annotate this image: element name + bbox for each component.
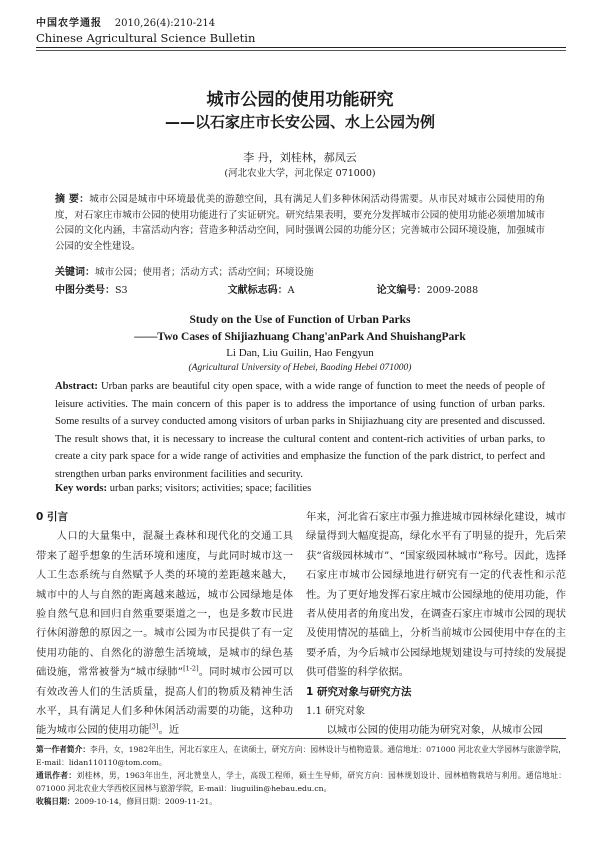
body-right-column <box>306 508 566 741</box>
header-divider <box>36 47 566 48</box>
authors-en: Li Dan, Liu Guilin, Hao Fengyun <box>226 347 374 359</box>
corresponding-author-label: 通讯作者： <box>36 771 77 780</box>
paper-id-value: 2009-2088 <box>426 285 479 296</box>
abstract-en <box>55 378 545 484</box>
section-1-1-heading: 1.1 研究对象 <box>306 706 366 718</box>
footnote-divider <box>36 738 566 739</box>
intro-text: 人口的大量集中，混凝土森林和现代化的交通工具带来了超乎想象的生活环境和速度，与此同时城市这一人工生态系统与自然赋予人类的环境的差距越来越大，城市中的人与自然的距离越来越远，城市公园绿地是体验自然气息和回归自然重要渠道之一，也是多数市民进行休闲游憩的原因之一。城市公园为市民提供了有一定使用功能的、自然化的游憩生活境域，是城市的绿色基础设施，常常被誉为“城市绿肺” <box>36 530 293 679</box>
authors-zh: 李 丹，刘桂林，郝凤云 <box>243 151 357 164</box>
running-header <box>36 14 215 29</box>
paper-title-en: Study on the Use of Function of Urban Parks <box>189 314 411 326</box>
corresponding-author-note <box>36 769 566 795</box>
dates-note <box>36 795 566 808</box>
doc-code-value: A <box>287 285 295 296</box>
intro-text-cont: 。同时城市公园可以有效改善人们的生活质量，提高人们的物质及精神生活水平，具有满足人们多种休闲活动需要的功能，这种功能为城市公园的使用功能 <box>36 666 293 737</box>
keywords-en-text: urban parks; visitors; activities; space; facilities <box>107 483 312 494</box>
keywords-zh <box>55 263 545 278</box>
abstract-zh <box>55 192 545 254</box>
citation-3: [3] <box>149 723 159 732</box>
journal-citation: 2010,26(4):210-214 <box>114 18 216 29</box>
dates-label: 收稿日期： <box>36 797 75 806</box>
affiliation-zh: (河北农业大学，河北保定 071000) <box>224 168 376 179</box>
abstract-zh-text: 城市公园是城市中环境最优美的游憩空间，具有满足人们多种休闲活动得需要。从市民对城市公园使用的角度，对石家庄市城市公园的使用功能进行了实证研究。研究结果表明，要充分发挥城市公园的使用功能必须增加城市公园的文化内涵，丰富活动内容；营造多种活动空间，同时强调公园的功能分区；完善城市公园环境设施，加强城市公园的安全性建设。 <box>55 194 545 252</box>
keywords-zh-text: 城市公园；使用者；活动方式；活动空间；环境设施 <box>95 267 314 278</box>
intro-paragraph <box>36 527 293 740</box>
keywords-en-label: Key words: <box>55 483 108 494</box>
first-author-note <box>36 743 566 769</box>
citation-1-2: [1-2] <box>183 664 199 673</box>
section-0-heading: 0 引言 <box>36 511 68 523</box>
section-1-heading: 1 研究对象与研究方法 <box>306 685 412 698</box>
abstract-en-text: Urban parks are beautiful city open space, with a wide range of function to meet the needs of people of leisure activities. The main concern of this paper is to address the importance of using function of urban parks. Some results of a survey conducted among visitors of urban parks in Shijiazhuang city are presented and discussed. The result shows that, it is necessary to increase the cultural content and content-rich activities of urban parks, to create a city park space for a wide range of activities and emphasize the function of the park district, to perfect and strengthen urban parks environment facilities and security. <box>55 381 545 480</box>
journal-name-zh: 中国农学通报 <box>36 18 102 29</box>
header-divider-thin <box>36 50 566 51</box>
section-1-1-paragraph: 以城市公园的使用功能为研究对象，从城市公园 <box>326 724 543 737</box>
journal-name-en: Chinese Agricultural Science Bulletin <box>36 31 256 45</box>
corresponding-author-text: 刘桂林，男，1963年出生，河北赞皇人，学士，高级工程师，硕士生导师，研究方向：园林规划设计、园林植物栽培与利用。通信地址：071000 河北农业大学西校区园林与旅游学院，E-mail：liuguilin@hebau.edu.cn。 <box>36 771 566 793</box>
footnotes <box>36 743 566 808</box>
paper-id-label: 论文编号： <box>376 285 427 296</box>
affiliation-en <box>0 363 600 373</box>
clc-label: 中图分类号： <box>55 285 115 296</box>
keywords-en <box>55 483 545 494</box>
first-author-text: 李丹，女，1982年出生，河北石家庄人，在读硕士，研究方向：园林设计与植物造景。通信地址：071000 河北农业大学园林与旅游学院，E-mail：lidan110110@tom.com。 <box>36 745 566 767</box>
abstract-zh-label: 摘 要： <box>55 194 90 205</box>
first-author-label: 第一作者简介： <box>36 745 91 754</box>
doc-code-label: 文献标志码： <box>227 285 288 296</box>
paper-title-zh: 城市公园的使用功能研究 <box>206 90 394 110</box>
intro-text-end: 。近 <box>158 724 180 737</box>
body-left-column <box>36 508 293 741</box>
paper-subtitle-en: ——Two Cases of Shijiazhuang Chang'anPark And ShuishangPark <box>134 331 466 343</box>
abstract-en-label: Abstract: <box>55 381 98 392</box>
keywords-zh-label: 关键词： <box>55 267 95 278</box>
dates-text: 2009-10-14，修回日期：2009-11-21。 <box>74 797 217 806</box>
classification-row <box>55 281 545 296</box>
paper-subtitle-zh: ——以石家庄市长安公园、水上公园为例 <box>164 113 435 131</box>
clc-value: S3 <box>115 285 128 296</box>
affiliation-en-text: (Agricultural University of Hebei, Baoding Hebei 071000) <box>188 363 412 373</box>
intro-paragraph-cont: 年来，河北省石家庄市强力推进城市园林绿化建设，城市绿量得到大幅度提高，绿化水平有了明显的提升，先后荣获“省级园林城市”、“国家级园林城市”称号。因此，选择石家庄市城市公园绿地进行研究有一定的代表性和示范性。为了更好地发挥石家庄城市公园绿地的使用功能，作者从使用者的角度出发，在调查石家庄市城市公园的现状及使用情况的基础上，分析当前城市公园使用中存在的主要矛盾，为今后城市公园绿地规划建设与可持续的发展提供可借鉴的科学依据。 <box>306 511 566 679</box>
